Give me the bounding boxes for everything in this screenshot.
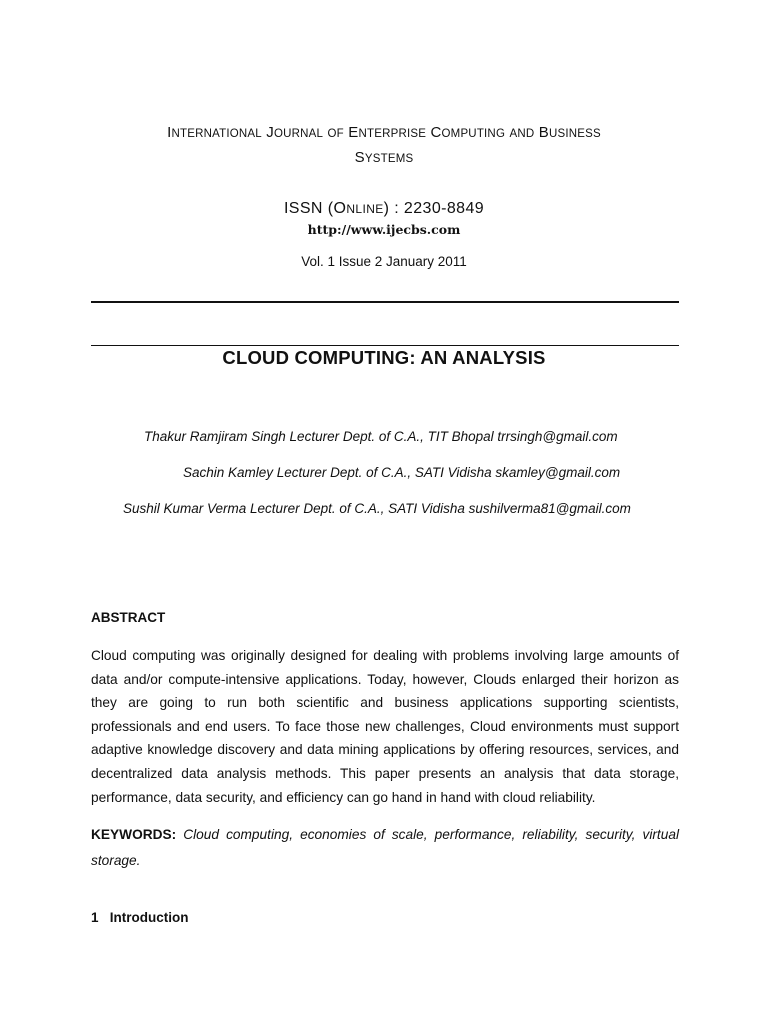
header-divider-thin	[91, 345, 679, 346]
keywords-text: Cloud computing, economies of scale, performance, reliability, security, virtual storage.	[91, 827, 679, 868]
volume-issue: Vol. 1 Issue 2 January 2011	[301, 254, 467, 269]
author-line-3: Sushil Kumar Verma Lecturer Dept. of C.A., SATI Vidisha sushilverma81@gmail.com	[123, 501, 631, 516]
abstract-heading: ABSTRACT	[91, 610, 166, 625]
journal-title-line-2: SYSTEMS	[354, 149, 414, 166]
journal-title-line-1: INTERNATIONAL JOURNAL OF ENTERPRISE COMPUTING AND BUSINESS	[167, 124, 601, 141]
author-line-2: Sachin Kamley Lecturer Dept. of C.A., SATI Vidisha skamley@gmail.com	[183, 465, 621, 480]
paper-title: CLOUD COMPUTING: AN ANALYSIS	[222, 347, 546, 368]
keywords-label: KEYWORDS:	[91, 827, 177, 842]
header-divider-thick	[91, 301, 679, 303]
issn-line: ISSN (ONLINE) : 2230-8849	[283, 200, 485, 217]
journal-url[interactable]: http://www.ijecbs.com	[307, 222, 461, 237]
section-title: Introduction	[109, 910, 189, 925]
section-heading-introduction	[91, 910, 189, 925]
journal-title	[0, 121, 768, 171]
section-number: 1	[91, 910, 99, 925]
keywords	[91, 822, 679, 874]
abstract-body: Cloud computing was originally designed for dealing with problems involving large amounts of data and/or compute-intensive applications. Today, however, Clouds enlarged their horizon as they are going to run both scientific and business applications supporting scientists, professionals and end users. To face those new challenges, Cloud environments must support adaptive knowledge discovery and data mining applications by offering resources, services, and decentralized data analysis methods. This paper presents an analysis that data storage, performance, data security, and efficiency can go hand in hand with cloud reliability.	[91, 648, 679, 805]
author-line-1: Thakur Ramjiram Singh Lecturer Dept. of C.A., TIT Bhopal trrsingh@gmail.com	[144, 429, 618, 444]
